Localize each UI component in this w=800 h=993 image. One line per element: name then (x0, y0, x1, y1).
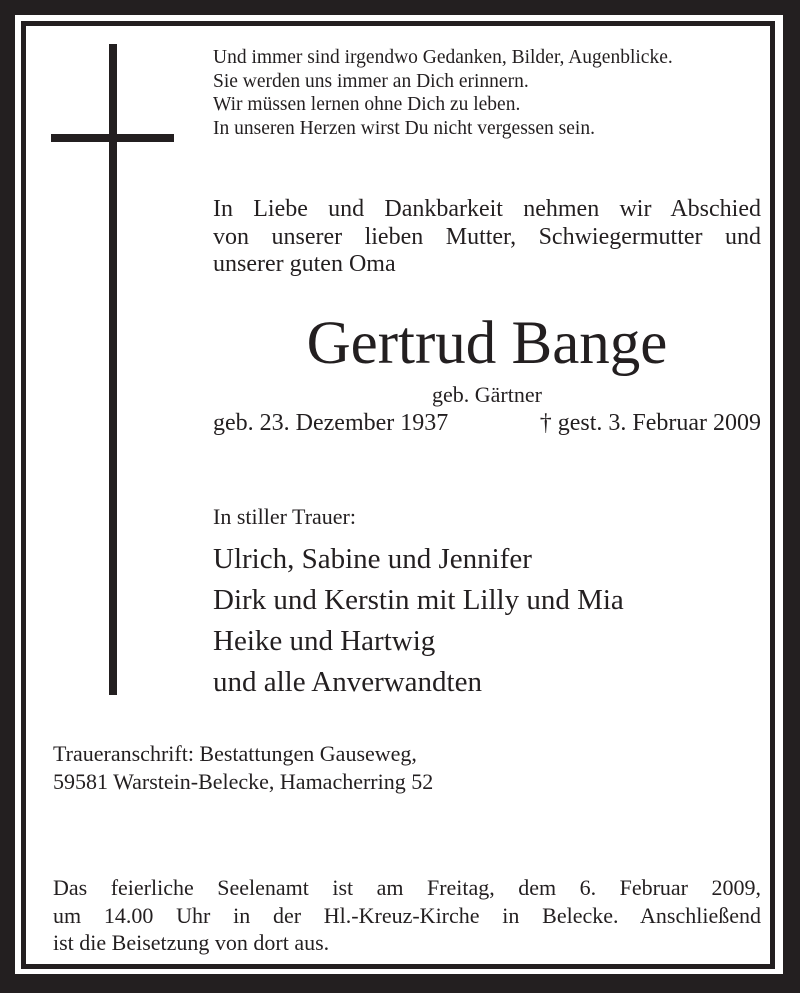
mourners-list (213, 539, 624, 703)
farewell-intro (213, 196, 761, 279)
mourner-line: Dirk und Kerstin mit Lilly und Mia (213, 584, 624, 616)
intro-line: unserer guten Oma (213, 251, 396, 277)
outer-border-frame (15, 15, 783, 974)
life-dates (213, 408, 761, 438)
intro-line: von unserer lieben Mutter, Schwiegermutter und (213, 223, 761, 250)
death-date: † gest. 3. Februar 2009 (539, 410, 761, 436)
deceased-name: Gertrud Bange (306, 310, 668, 377)
poem-line: Sie werden uns immer an Dich erinnern. (213, 70, 529, 92)
service-line: ist die Beisetzung von dort aus. (53, 930, 330, 955)
poem-line: Wir müssen lernen ohne Dich zu leben. (213, 94, 521, 115)
obituary-notice (21, 21, 775, 969)
poem-line: In unseren Herzen wirst Du nicht vergessen sein. (213, 117, 595, 139)
intro-line: In Liebe und Dankbarkeit nehmen wir Abschied (213, 196, 761, 222)
address-line: 59581 Warstein-Belecke, Hamacherring 52 (53, 768, 434, 794)
funeral-service-info (53, 874, 761, 957)
service-line: um 14.00 Uhr in der Hl.-Kreuz-Kirche in Belecke. Anschließend (53, 902, 761, 928)
birth-name: geb. Gärtner (432, 382, 542, 407)
poem-verse (213, 46, 673, 140)
mourning-label: In stiller Trauer: (213, 504, 356, 529)
cross-icon-horizontal-bar (51, 134, 174, 142)
mourner-line: Heike und Hartwig (213, 625, 436, 657)
address-line: Traueranschrift: Bestattungen Gauseweg, (53, 741, 417, 766)
mourner-line: Ulrich, Sabine und Jennifer (213, 543, 532, 575)
mourner-line: und alle Anverwandten (213, 666, 482, 698)
poem-line: Und immer sind irgendwo Gedanken, Bilder, Augenblicke. (213, 47, 673, 68)
mourning-address (53, 740, 433, 795)
service-line: Das feierliche Seelenamt ist am Freitag, dem 6. Februar 2009, (53, 875, 761, 900)
birth-date: geb. 23. Dezember 1937 (213, 410, 449, 436)
